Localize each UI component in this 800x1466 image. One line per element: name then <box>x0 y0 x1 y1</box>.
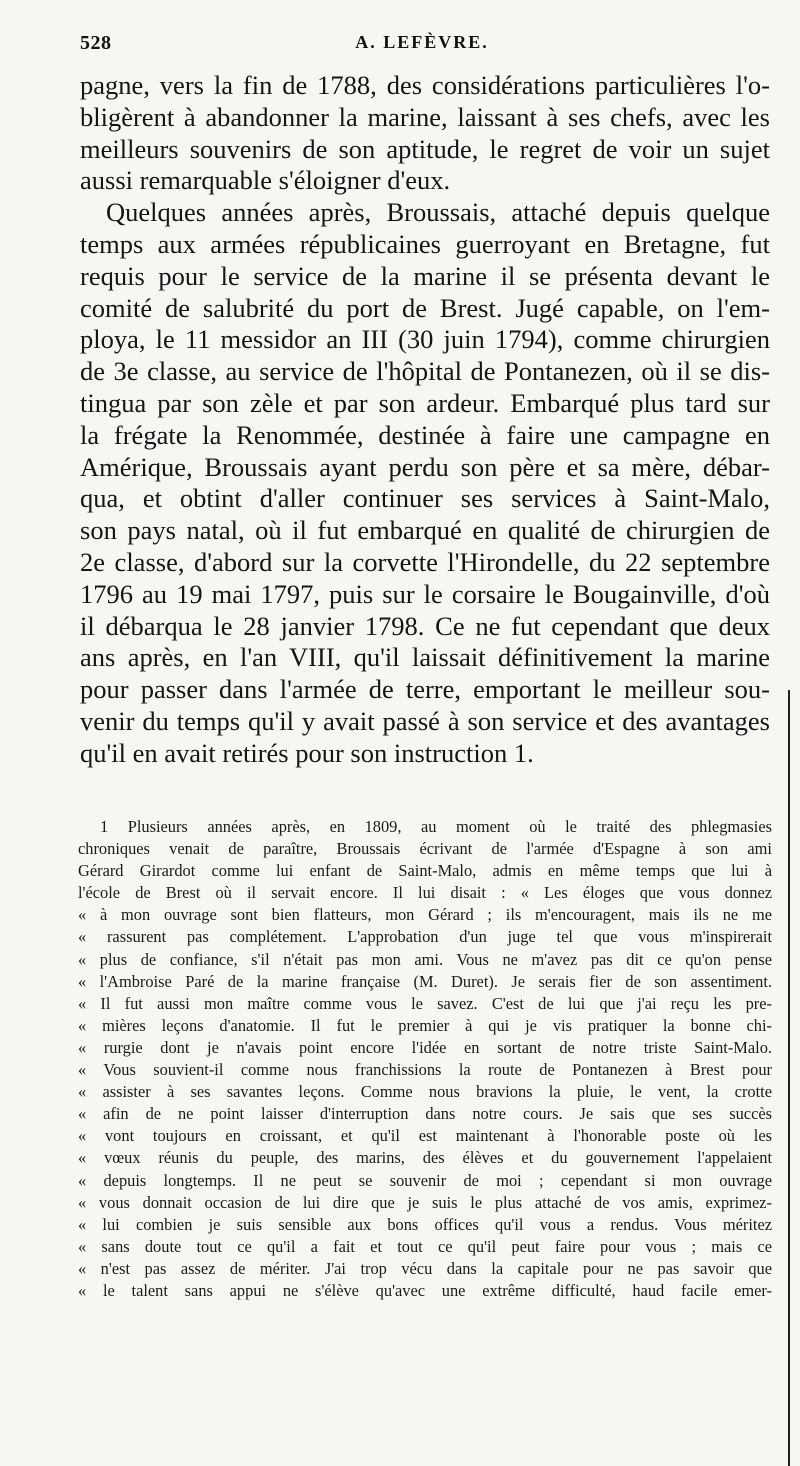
footnote-line: « Vous souvient-il comme nous franchissions la route de Pontanezen à Brest pour <box>78 1060 772 1080</box>
footnote-line: « rassurent pas complétement. L'approbation d'un juge tel que vous m'inspirerait <box>78 927 772 947</box>
footnote-line: « assister à ses savantes leçons. Comme nous bravions la pluie, le vent, la crotte <box>78 1082 772 1102</box>
body-line: aussi remarquable s'éloigner d'eux. <box>80 165 451 196</box>
footnote-line: 1 Plusieurs années après, en 1809, au moment où le traité des phlegmasies <box>100 817 772 836</box>
footnote-line: « afin de ne point laisser d'interruption dans notre cours. Je sais que ses succès <box>78 1104 772 1124</box>
footnote <box>78 816 772 1302</box>
footnote-line: « vœux réunis du peuple, des marins, des élèves et du gouvernement l'appelaient <box>78 1148 772 1168</box>
body-line: ans après, en l'an VIII, qu'il laissait définitivement la marine <box>80 642 770 673</box>
body-line: requis pour le service de la marine il se présenta devant le <box>80 260 770 291</box>
footnote-line: « à mon ouvrage sont bien flatteurs, mon Gérard ; ils m'encouragent, mais ils ne me <box>78 905 772 925</box>
body-line: pour passer dans l'armée de terre, emportant le meilleur sou- <box>80 674 770 705</box>
running-head: A. LEFÈVRE. <box>355 32 489 52</box>
body-line: comité de salubrité du port de Brest. Jugé capable, on l'em- <box>80 292 770 323</box>
footnote-line: « plus de confiance, s'il n'était pas mon ami. Vous ne m'avez pas dit ce qu'on pense <box>78 949 772 969</box>
main-text <box>80 70 770 770</box>
footnote-line: l'école de Brest où il servait encore. Il lui disait : « Les éloges que vous donnez <box>78 883 772 903</box>
body-line: venir du temps qu'il y avait passé à son service et des avantages <box>80 705 770 736</box>
body-line: de 3e classe, au service de l'hôpital de Pontanezen, où il se dis- <box>80 356 770 387</box>
body-line: 2e classe, d'abord sur la corvette l'Hirondelle, du 22 septembre <box>80 546 770 577</box>
footnote-line: « vous donnait occasion de lui dire que je suis le plus attaché de vos amis, exprimez- <box>78 1192 772 1212</box>
page-number: 528 <box>80 32 112 54</box>
footnote-line: Gérard Girardot comme lui enfant de Saint-Malo, admis en même temps que lui à <box>78 861 772 881</box>
footnote-line: « l'Ambroise Paré de la marine française (M. Duret). Je serais fier de son assentiment. <box>78 971 772 991</box>
body-line: Quelques années après, Broussais, attaché depuis quelque <box>106 197 770 228</box>
body-line: qua, et obtint d'aller continuer ses services à Saint-Malo, <box>80 483 770 514</box>
footnote-line: chroniques venait de paraître, Broussais écrivant de l'armée d'Espagne à son ami <box>78 839 772 859</box>
margin-rule <box>788 690 790 1466</box>
footnote-line: « depuis longtemps. Il ne peut se souvenir de moi ; cependant si mon ouvrage <box>78 1170 772 1190</box>
footnote-line: « sans doute tout ce qu'il a fait et tout ce qu'il peut faire pour vous ; mais ce <box>78 1236 772 1256</box>
body-line: Amérique, Broussais ayant perdu son père et sa mère, débar- <box>80 451 770 482</box>
body-line: il débarqua le 28 janvier 1798. Ce ne fut cependant que deux <box>80 610 770 641</box>
footnote-line: « rurgie dont je n'avais point encore l'idée en sortant de notre triste Saint-Malo. <box>78 1037 772 1057</box>
footnote-line: « le talent sans appui ne s'élève qu'avec une extrême difficulté, haud facile emer- <box>78 1280 772 1300</box>
footnote-line: « vont toujours en croissant, et qu'il est maintenant à l'honorable poste où les <box>78 1126 772 1146</box>
body-line: 1796 au 19 mai 1797, puis sur le corsaire le Bougainville, d'où <box>80 578 770 609</box>
body-line: la frégate la Renommée, destinée à faire une campagne en <box>80 419 770 450</box>
footnote-line: « lui combien je suis sensible aux bons offices qu'il vous a rendus. Vous méritez <box>78 1214 772 1234</box>
footnote-line: « n'est pas assez de mériter. J'ai trop vécu dans la capitale pour ne pas savoir que <box>78 1258 772 1278</box>
footnote-line: « Il fut aussi mon maître comme vous le savez. C'est de lui que j'ai reçu les pre- <box>78 993 772 1013</box>
page-header <box>80 32 764 62</box>
body-line: temps aux armées républicaines guerroyant en Bretagne, fut <box>80 228 770 259</box>
footnote-line: « mières leçons d'anatomie. Il fut le premier à qui je vis pratiquer la bonne chi- <box>78 1015 772 1035</box>
body-line: meilleurs souvenirs de son aptitude, le regret de voir un sujet <box>80 133 770 164</box>
body-line: bligèrent à abandonner la marine, laissant à ses chefs, avec les <box>80 101 770 132</box>
body-line: tingua par son zèle et par son ardeur. Embarqué plus tard sur <box>80 387 770 418</box>
body-line: son pays natal, où il fut embarqué en qualité de chirurgien de <box>80 515 770 546</box>
body-line: pagne, vers la fin de 1788, des considérations particulières l'o- <box>80 70 770 100</box>
body-line: qu'il en avait retirés pour son instruction 1. <box>80 737 534 768</box>
body-line: ploya, le 11 messidor an III (30 juin 1794), comme chirurgien <box>80 324 770 355</box>
